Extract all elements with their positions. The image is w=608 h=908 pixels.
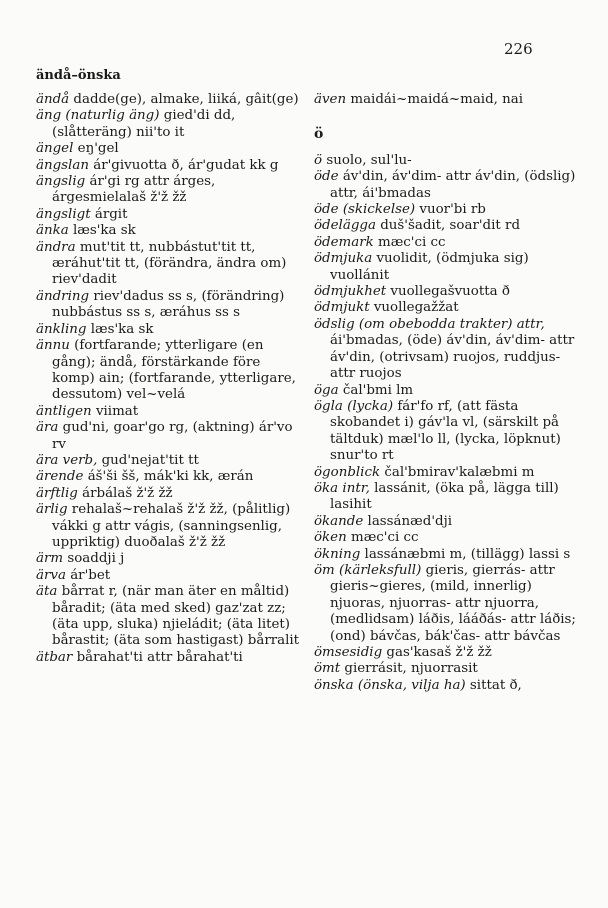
entry-definition: árgit [90, 206, 128, 222]
entry-headword: änkling [36, 321, 87, 337]
entry-headword: ärlig [36, 502, 68, 518]
entry-definition: mut'tit tt, nubbástut'tit tt, æráhut'tit tt, (förändra, ändra om) riev'dadit [52, 239, 287, 288]
dictionary-entry [36, 207, 302, 223]
dictionary-entry [314, 235, 586, 251]
entry-headword: ödmjukhet [314, 284, 387, 300]
entry-definition: ái'bmadas, (öde) áv'din, áv'dim- attr áv'din, (otrivsam) ruojos, ruddjus- attr ruojos [330, 333, 575, 382]
entry-definition: lassánæbmi m, (tillägg) lassi s [360, 546, 571, 562]
entry-definition: gud'ni, goar'go rg, (aktning) ár'vo rv [52, 420, 293, 452]
entry-headword: äntligen [36, 403, 92, 419]
entry-headword: äng (naturlig äng) [36, 108, 160, 124]
entry-headword: ödmjukt [314, 300, 370, 316]
dictionary-entry [36, 338, 302, 404]
dictionary-entry [314, 92, 586, 108]
entry-definition: læs'ka sk [86, 321, 154, 337]
entry-definition: lassánæd'dji [363, 513, 453, 529]
dictionary-entry [314, 399, 586, 465]
dictionary-entry [36, 404, 302, 420]
entry-definition: rehalaš~rehalaš ž'ž žž, (pålitlig) vákki g attr vágis, (sanningsenlig, uppriktig) duoðalaš ž'ž žž [52, 502, 291, 550]
dictionary-entry [314, 514, 586, 530]
entry-headword: ögla (lycka) [314, 398, 394, 414]
dictionary-entry [314, 218, 586, 234]
entry-headword: öga [314, 382, 339, 398]
entry-headword: öm (kärleksfull) [314, 562, 422, 578]
entry-definition: suolo, sul'lu- [322, 152, 412, 168]
dictionary-entry [314, 661, 586, 677]
dictionary-entry [314, 530, 586, 546]
dictionary-entry [36, 174, 302, 207]
dictionary-entry [314, 547, 586, 563]
entry-definition: riev'dadus ss s, (förändring) nubbástus ss s, æráhus ss s [52, 288, 285, 321]
entry-headword: ödelägga [314, 218, 376, 234]
entry-headword: ökning [314, 546, 361, 562]
entry-headword: ängslig [36, 174, 86, 190]
dictionary-entry [314, 251, 586, 284]
entry-definition: eŋ'gel [73, 141, 119, 157]
entry-definition: ár'gi rg attr árges, árgesmielalaš ž'ž žž [52, 174, 216, 206]
entry-definition: gieris, gierrás- attr gieris~gieres, (mild, innerlig) njuoras, njuorras- attr njuorra, (medlidsam) láðis, lááðás- attr láðis; (ond) bávčas, bák'čas- attr bávčas [330, 562, 576, 644]
entry-headword: öde [314, 169, 339, 185]
entry-definition: mæc'ci cc [346, 530, 419, 546]
entry-headword: öka intr, [314, 480, 370, 496]
entry-headword: ökande [314, 513, 364, 529]
entry-definition: duš'šadit, soar'dit rd [375, 218, 521, 234]
entry-headword: öde (skickelse) [314, 202, 416, 218]
page-number: 226 [504, 40, 533, 58]
entry-definition: čal'bmi lm [338, 382, 414, 398]
entry-definition: bårahat'ti attr bårahat'ti [72, 649, 243, 665]
right-column [314, 92, 586, 694]
dictionary-entry [36, 650, 302, 666]
dictionary-entry [36, 568, 302, 584]
entry-definition: vuollegašvuotta ð [386, 284, 510, 300]
dictionary-entry [36, 158, 302, 174]
entry-definition: læs'ka sk [68, 223, 136, 239]
entry-headword: ändring [36, 288, 90, 304]
entry-definition: gud'nejat'tit tt [97, 452, 199, 468]
dictionary-entry [36, 92, 302, 108]
entry-headword: ömsesidig [314, 645, 383, 660]
entry-definition: ár'bet [65, 567, 111, 583]
entry-definition: mæc'ci cc [373, 234, 446, 250]
entry-definition: vuollegažžat [369, 300, 459, 316]
entry-definition: vuor'bi rb [415, 202, 486, 218]
entry-definition: áš'ši šš, mák'ki kk, ærán [83, 469, 254, 485]
entry-definition: fár'fo rf, (att fästa skobandet i) gáv'la vl, (särskilt på tältduk) mæl'lo ll, (lycka, löpknut) snur'to rt [330, 398, 561, 464]
dictionary-entry [314, 169, 586, 202]
entry-definition: gierrásit, njuorrasit [340, 661, 478, 677]
entry-headword: ödslig (om obebodda trakter) attr, [314, 316, 545, 332]
dictionary-entry [314, 202, 586, 218]
entry-headword: ömt [314, 661, 341, 677]
entry-definition: dadde(ge), almake, liiká, gâit(ge) [69, 92, 299, 107]
entry-definition: árbálaš ž'ž žž [77, 485, 173, 501]
entry-headword: öken [314, 530, 347, 546]
dictionary-entry [36, 420, 302, 453]
entry-headword: ära [36, 420, 59, 436]
entry-definition: áv'din, áv'dim- attr áv'din, (ödslig) attr, ái'bmadas [330, 169, 576, 201]
entry-definition: sittat ð, [465, 677, 522, 693]
dictionary-entry [314, 563, 586, 645]
entry-headword: ärende [36, 469, 84, 485]
entry-definition: soaddji j [63, 551, 125, 567]
entry-headword: ögonblick [314, 464, 381, 480]
dictionary-entry [314, 153, 586, 169]
entry-definition: maidái~maidá~maid, nai [346, 92, 524, 107]
dictionary-entry [36, 469, 302, 485]
entry-headword: ängel [36, 141, 74, 157]
entry-headword: ännu [36, 338, 70, 354]
dictionary-entry [36, 551, 302, 567]
dictionary-entry [314, 284, 586, 300]
dictionary-entry [36, 322, 302, 338]
entry-definition: bårrat r, (när man äter en måltid) båradit; (äta med sked) gaz'zat zz; (äta upp, sluka) njieládit; (äta litet) bårastit; (äta som hastigast) bårralit [52, 584, 300, 649]
entry-headword: även [314, 92, 347, 107]
dictionary-entry [36, 240, 302, 289]
dictionary-entry [36, 486, 302, 502]
dictionary-entry [314, 465, 586, 481]
entry-definition: čal'bmirav'kalæbmi m [380, 464, 535, 480]
entry-headword: ödmjuka [314, 251, 373, 267]
entry-headword: önska (önska, vilja ha) [314, 677, 466, 693]
entry-headword: ätbar [36, 649, 73, 665]
entry-headword: ö [314, 152, 323, 168]
entry-definition: viimat [91, 403, 139, 419]
dictionary-entry [314, 300, 586, 316]
dictionary-entry [314, 645, 586, 661]
entry-definition: vuolidit, (ödmjuka sig) vuollánit [330, 251, 529, 283]
entry-headword: ärftlig [36, 485, 78, 501]
entry-headword: ärm [36, 551, 64, 567]
entry-definition: ár'givuotta ð, ár'gudat kk g [88, 157, 279, 173]
entry-definition: gas'kasaš ž'ž žž [382, 645, 492, 660]
entry-headword: äta [36, 584, 58, 600]
running-head: ändå–önska [36, 68, 121, 83]
entry-headword: änka [36, 223, 69, 239]
entry-headword: ödemark [314, 234, 374, 250]
dictionary-entry [36, 108, 302, 141]
dictionary-entry [314, 317, 586, 383]
dictionary-entry [36, 453, 302, 469]
entry-headword: ängsligt [36, 206, 91, 222]
section-letter: ö [314, 126, 324, 143]
entry-headword: ärva [36, 567, 66, 583]
entry-headword: ändå [36, 92, 70, 107]
entry-definition: (fortfarande; ytterligare (en gång); ändå, förstärkande före komp) ain; (fortfarande, ytterligare, dessutom) vel~velá [52, 338, 296, 403]
left-column [36, 92, 302, 666]
dictionary-entry [36, 584, 302, 650]
entry-headword: ära verb, [36, 452, 98, 468]
entry-definition: lassánit, (öka på, lägga till) lasihit [330, 480, 559, 513]
dictionary-entry [314, 383, 586, 399]
dictionary-entry [36, 223, 302, 239]
dictionary-entry [314, 481, 586, 514]
dictionary-entry [36, 289, 302, 322]
dictionary-entry [314, 678, 586, 694]
entry-headword: ändra [36, 239, 76, 255]
entry-headword: ängslan [36, 157, 89, 173]
dictionary-entry [36, 502, 302, 551]
entry-definition: gied'di dd, (slåtteräng) nii'to it [52, 108, 236, 140]
dictionary-entry [36, 141, 302, 157]
